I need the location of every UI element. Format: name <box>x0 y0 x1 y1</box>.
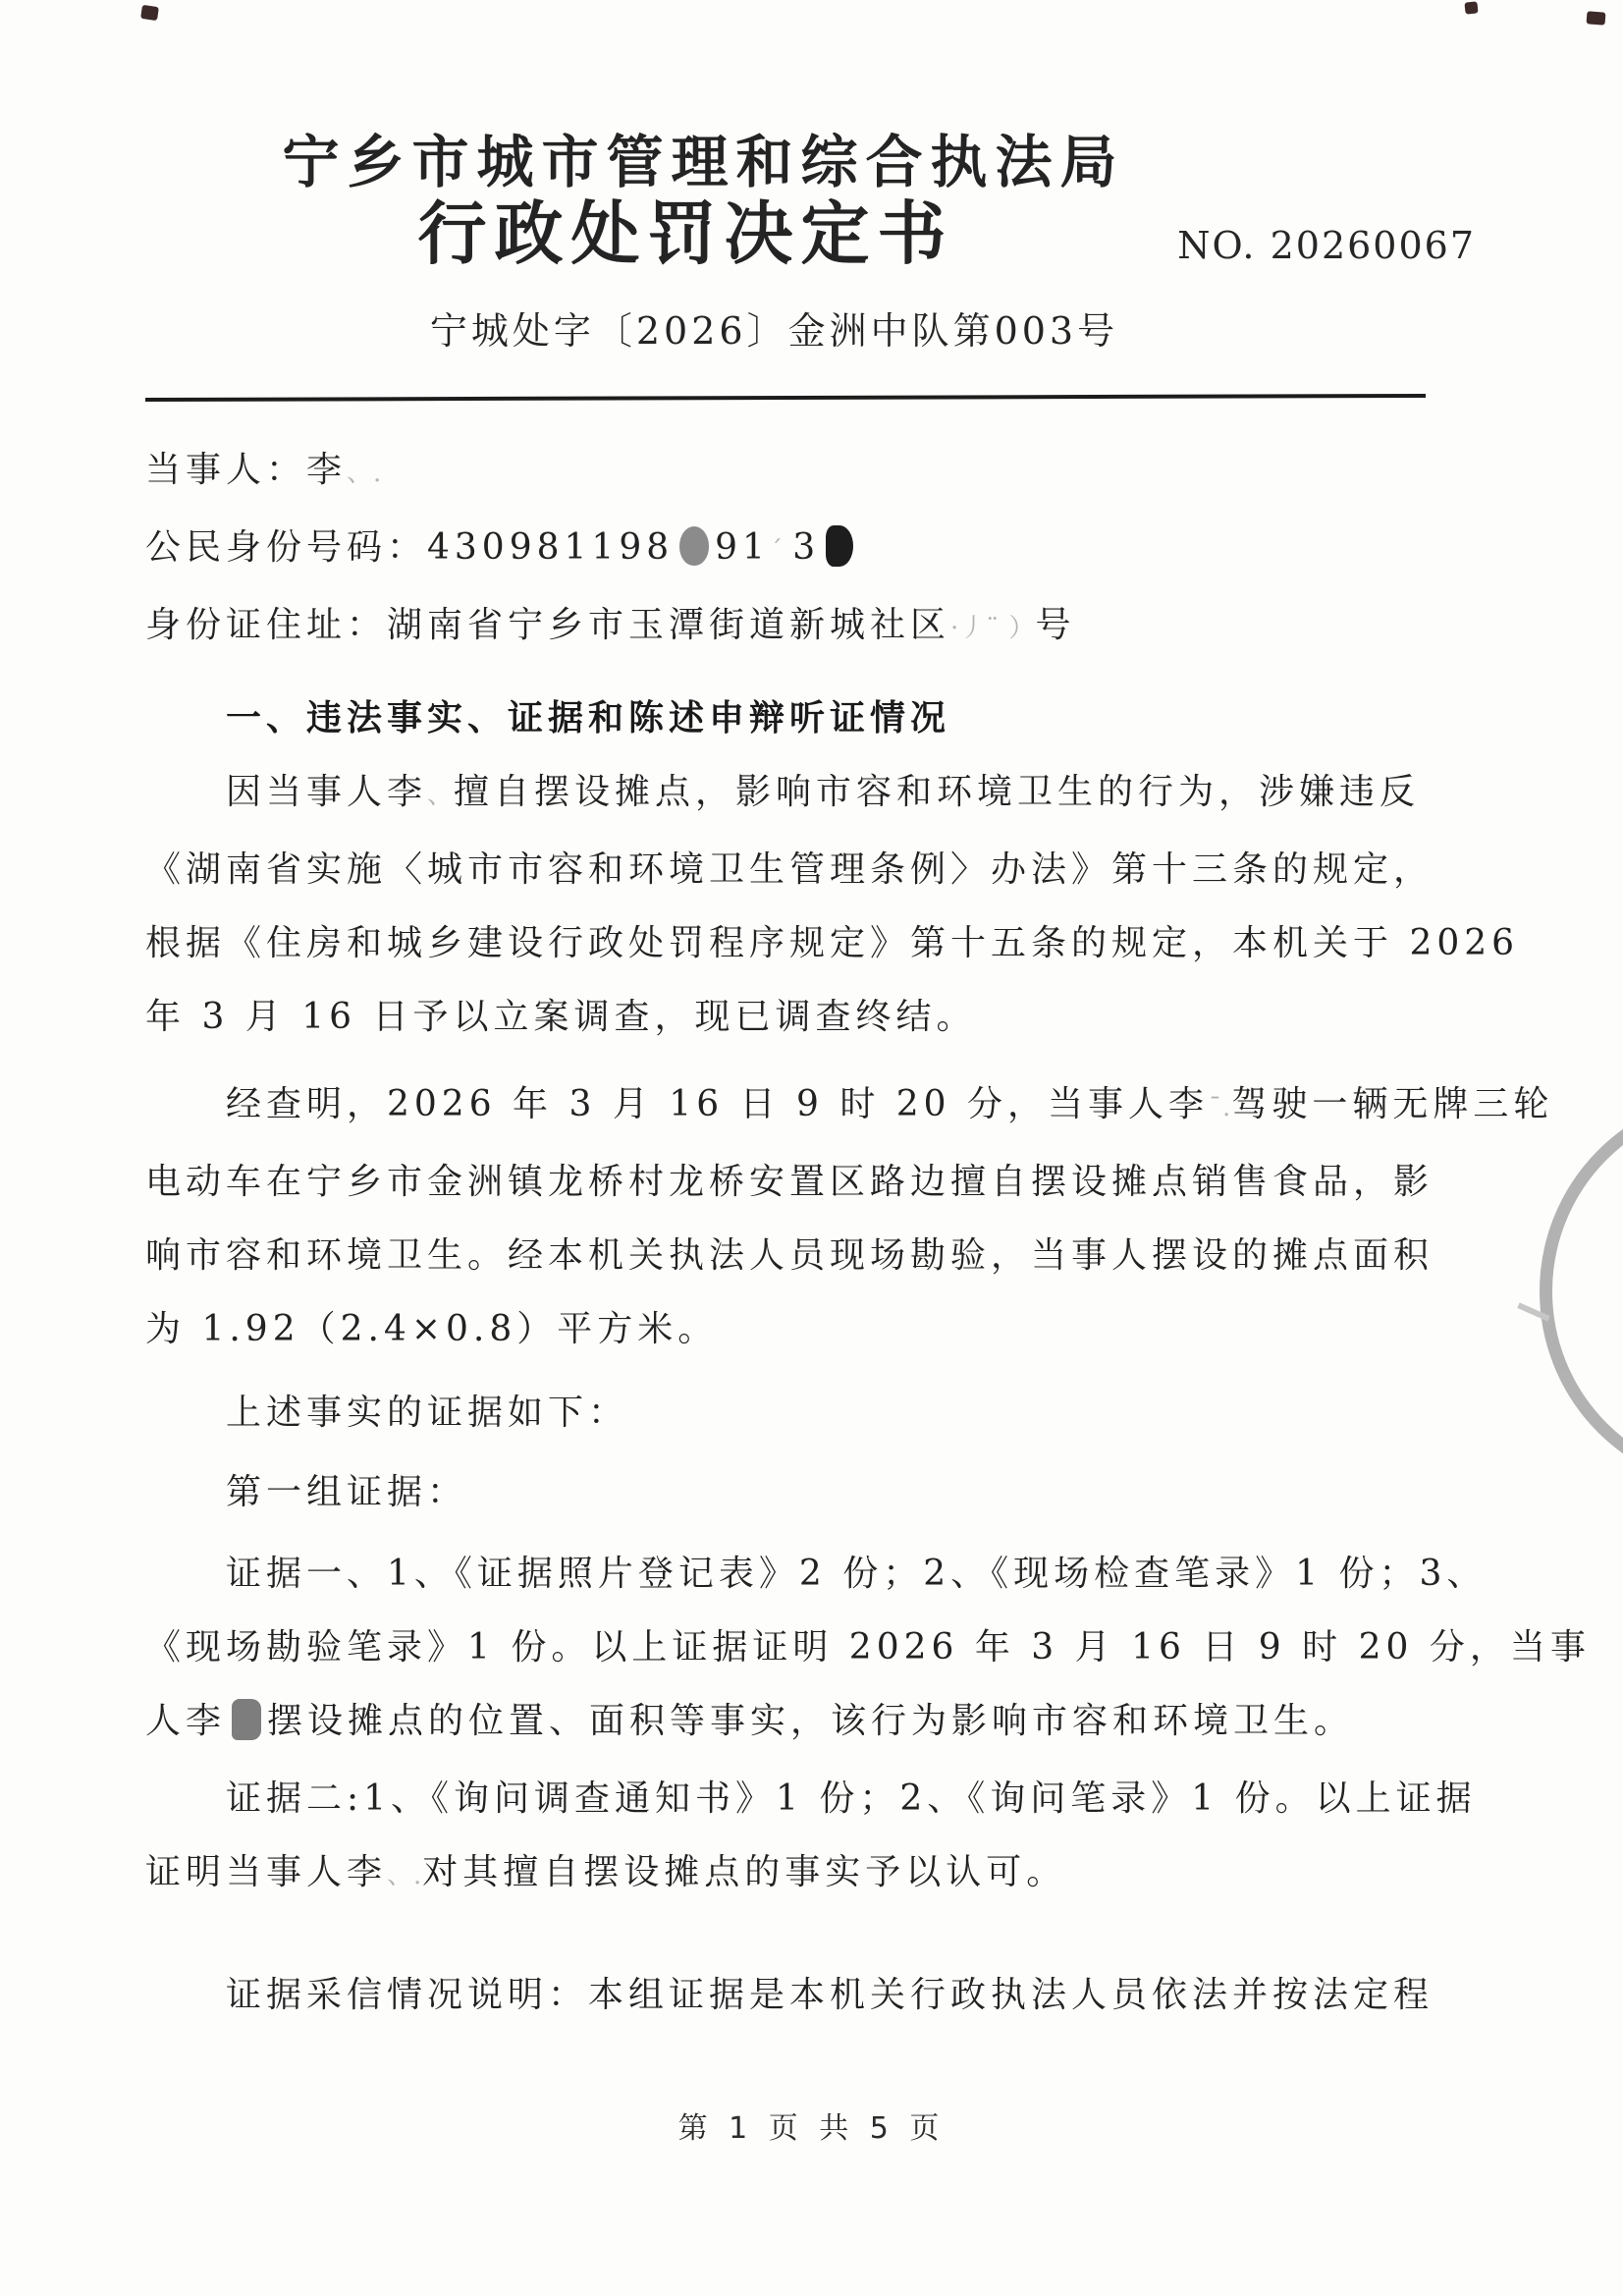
text-run: 证据一、1、《证据照片登记表》2 份；2、《现场检查笔录》1 份；3、 <box>226 1554 1488 1594</box>
title-row <box>0 194 1497 273</box>
text-run: 经查明，2026 年 3 月 16 日 9 时 20 分，当事人李 <box>226 1084 1210 1124</box>
text-run: 3 <box>792 527 821 568</box>
text-run: 一、违法事实、证据和陈述申辩听证情况 <box>226 697 951 738</box>
text-run: 《湖南省实施〈城市市容和环境卫生管理条例〉办法》第十三条的规定， <box>145 849 1434 890</box>
redaction-smudge: 、. <box>387 1861 423 1890</box>
document-body <box>145 433 1591 2032</box>
redaction-block <box>232 1699 261 1740</box>
redaction-smudge: ·丿¨ ） <box>950 614 1036 643</box>
redaction-smudge: 、. <box>347 459 383 488</box>
text-run: 公民身份号码：430981198 <box>145 527 675 568</box>
fact-line-3 <box>145 906 1520 980</box>
evidence-group-line <box>145 1455 1486 1529</box>
doc-number: NO. 20260067 <box>1177 224 1476 267</box>
evidence-1-line-3 <box>145 1684 1486 1758</box>
evidence-2-line-2 <box>145 1835 1486 1913</box>
text-run: 摆设摊点的位置、面积等事实，该行为影响市容和环境卫生。 <box>267 1701 1355 1741</box>
text-run: 人李 <box>145 1701 227 1741</box>
document-header <box>0 0 1623 400</box>
evidence-1-line-1 <box>145 1537 1486 1611</box>
text-run: 驾驶一辆无牌三轮 <box>1231 1084 1554 1124</box>
finding-line-2 <box>145 1145 1486 1219</box>
text-run: 电动车在宁乡市金洲镇龙桥村龙桥安置区路边擅自摆设摊点销售食品，影 <box>145 1162 1434 1202</box>
redaction-smudge: ˊ <box>769 536 793 566</box>
fact-line-4 <box>145 980 1486 1054</box>
text-run: 号 <box>1035 605 1076 645</box>
text-run: 第一组证据： <box>226 1472 468 1512</box>
evidence-1-line-2 <box>145 1611 1591 1684</box>
section-heading <box>145 682 1486 755</box>
party-name-line <box>145 433 1486 511</box>
seal-stamp-arc <box>1540 1092 1623 1491</box>
text-run: 《现场勘验笔录》1 份。以上证据证明 2026 年 3 月 16 日 9 时 20 分，当事 <box>145 1627 1591 1667</box>
text-run: 当事人：李 <box>145 450 348 490</box>
evidence-note-line <box>145 1958 1486 2032</box>
text-run: 为 1.92（2.4×0.8）平方米。 <box>145 1309 719 1349</box>
page-footer <box>0 2104 1623 2147</box>
redaction-block <box>826 525 853 567</box>
text-run: 证明当事人李 <box>145 1852 388 1892</box>
text-run: 上述事实的证据如下： <box>226 1393 629 1433</box>
finding-line-4 <box>145 1292 1486 1366</box>
text-run: 身份证住址：湖南省宁乡市玉潭街道新城社区 <box>145 605 951 645</box>
fact-line-2 <box>145 833 1486 906</box>
text-run: 年 3 月 16 日予以立案调查，现已调查终结。 <box>145 997 977 1037</box>
text-run: 因当事人李 <box>226 772 428 812</box>
redaction-smudge: ˉ. <box>1209 1093 1232 1122</box>
evidence-2-line-1 <box>145 1762 1486 1835</box>
page-indicator: 第 1 页 共 5 页 <box>677 2111 946 2146</box>
finding-line-3 <box>145 1219 1486 1292</box>
org-title: 宁乡市城市管理和综合执法局 <box>282 129 1125 195</box>
fact-line-1 <box>145 755 1486 833</box>
header-divider <box>145 394 1426 402</box>
id-address-line <box>145 588 1486 666</box>
reference-number: 宁城处字〔2026〕金洲中队第003号 <box>429 309 1119 353</box>
text-run: 擅自摆设摊点，影响市容和环境卫生的行为，涉嫌违反 <box>454 772 1421 812</box>
text-run: 对其擅自摆设摊点的事实予以认可。 <box>422 1852 1067 1892</box>
finding-line-1 <box>145 1067 1554 1145</box>
text-run: 证据采信情况说明：本组证据是本机关行政执法人员依法并按法定程 <box>226 1975 1434 2015</box>
text-run: 响市容和环境卫生。经本机关执法人员现场勘验，当事人摆设的摊点面积 <box>145 1235 1434 1276</box>
text-run: 根据《住房和城乡建设行政处罚程序规定》第十五条的规定，本机关于 2026 <box>145 923 1520 963</box>
evidence-intro-line <box>145 1376 1486 1449</box>
text-run: 证据二:1、《询问调查通知书》1 份；2、《询问笔录》1 份。以上证据 <box>226 1778 1477 1819</box>
doc-title: 行政处罚决定书 <box>417 192 954 274</box>
redaction-smudge: 、 <box>427 781 455 810</box>
redaction-block <box>679 526 709 566</box>
text-run: 91 <box>715 527 770 568</box>
id-number-line <box>145 511 1486 588</box>
